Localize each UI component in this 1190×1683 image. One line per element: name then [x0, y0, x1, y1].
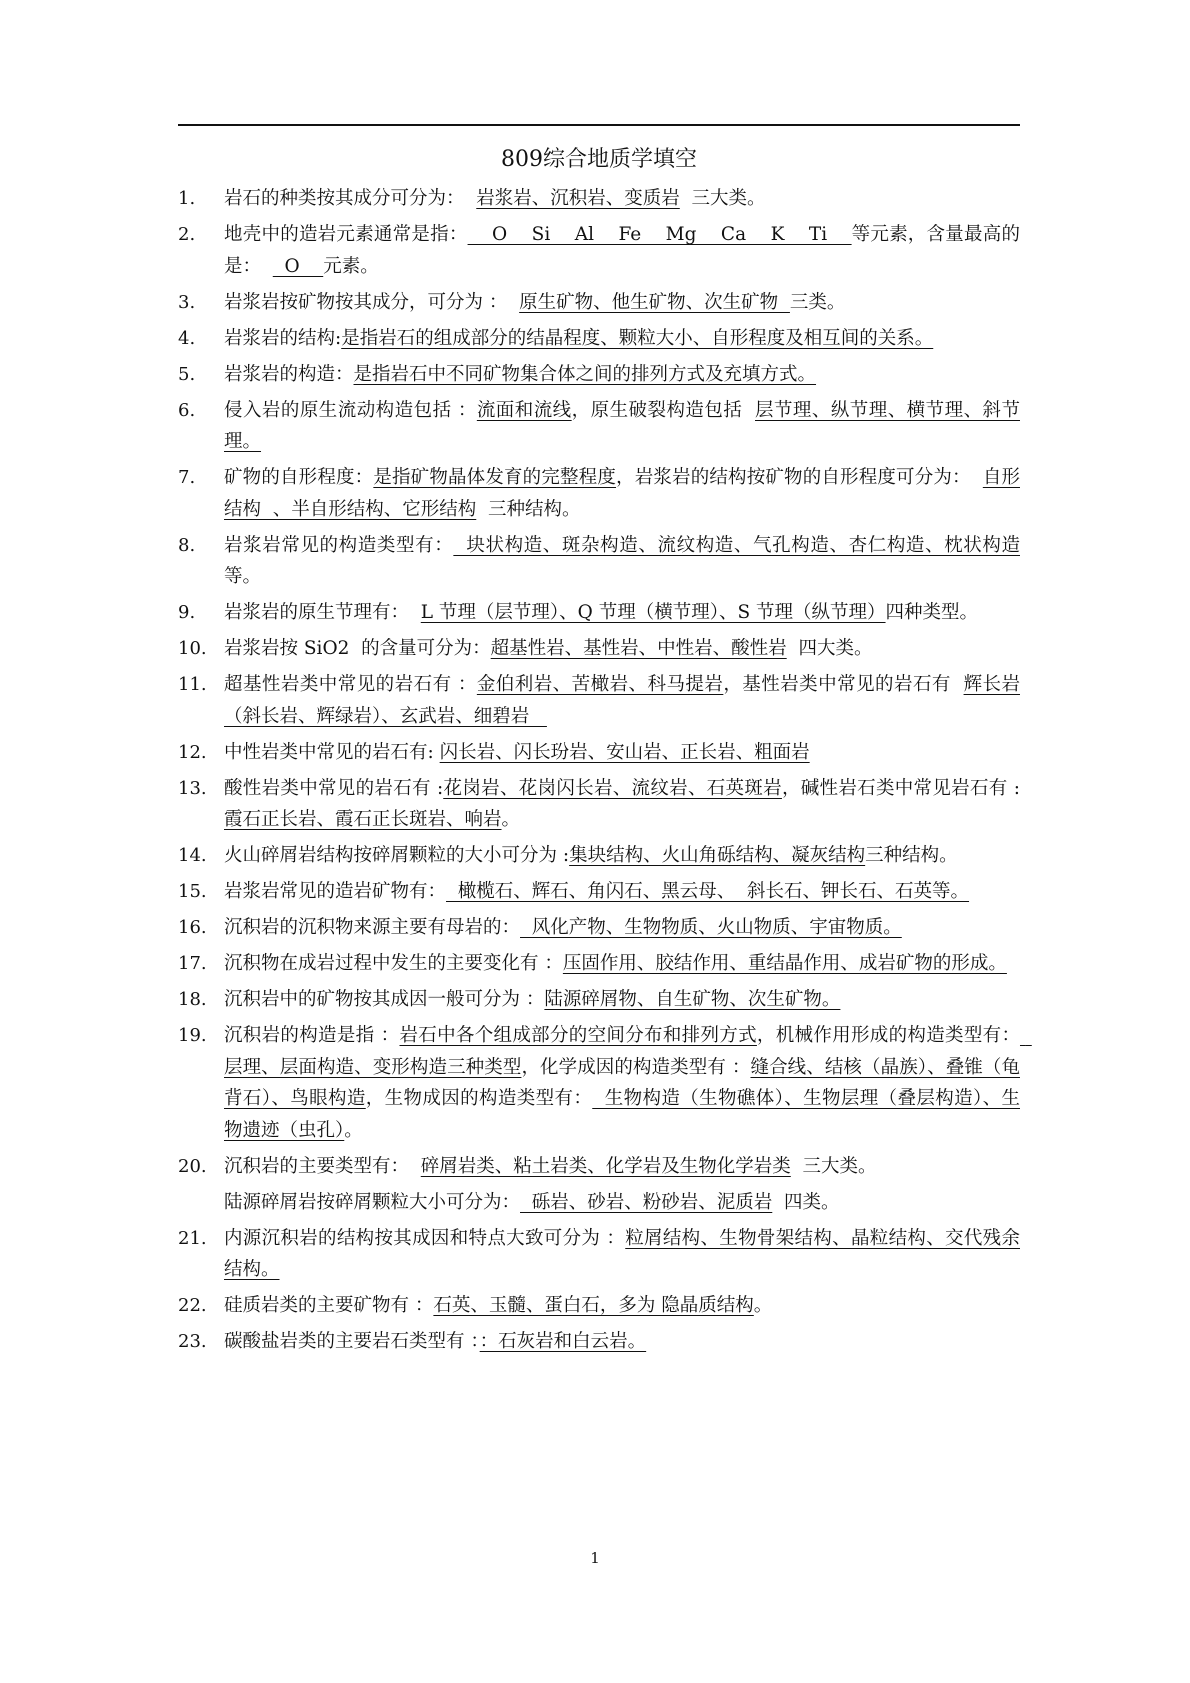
question-text: ，化学成因的构造类型有 ： [521, 1056, 751, 1078]
question-text: 陆源碎屑岩按碎屑颗粒大小可分为： [224, 1191, 521, 1213]
item-number: 6. [178, 399, 196, 421]
item-text [224, 328, 933, 349]
answer-blank: 粒屑结构、生物骨架结构、晶粒结构、交代残余结构。 [224, 1227, 1020, 1280]
question-text: 沉积岩的沉积物来源主要有母岩的： [224, 917, 521, 938]
list-item [178, 183, 1020, 215]
item-text [224, 845, 958, 866]
item-number: 13. [178, 777, 207, 799]
question-text: 三大类。 [790, 1155, 877, 1177]
item-number: 8. [178, 534, 196, 556]
question-text: 。 [753, 1295, 773, 1316]
answer-blank: 岩石中各个组成部分的空间分布和排列方式 [399, 1025, 757, 1046]
answer-blank: 风化产物、生物物质、火山物质、宇宙物质。 [520, 917, 902, 938]
answer-blank: 橄榄石、辉石、角闪石、黑云母、 斜长石、钾长石、石英等。 [446, 881, 970, 902]
answer-blank: 生物构造（生物礁体）、生物层理（叠层构造）、生物遗迹（虫孔） [224, 1088, 1020, 1141]
question-text: 等。 [224, 534, 1032, 587]
answer-blank: 砾岩、砂岩、粉砂岩、泥质岩 [520, 1191, 773, 1213]
question-text: 超基性岩类中常见的岩石有 ： [224, 674, 477, 695]
question-text: 沉积岩中的矿物按其成因一般可分为 ： [224, 989, 545, 1010]
answer-blank: 石英、玉髓、蛋白石，多为 隐晶质结构 [433, 1295, 754, 1316]
list-item [178, 840, 1020, 872]
question-text: 四大类。 [786, 638, 873, 659]
question-text: ，机械作用形成的构造类型有： [756, 1025, 1020, 1046]
question-text: 岩浆岩常见的构造类型有： [224, 534, 454, 556]
answer-blank: 超基性岩、基性岩、中性岩、酸性岩 [490, 638, 787, 659]
list-item [178, 287, 1020, 319]
answer-blank: 原生矿物、他生矿物、次生矿物 [519, 291, 790, 313]
list-item [178, 984, 1020, 1016]
item-text [224, 742, 810, 763]
item-number: 15. [178, 881, 207, 902]
question-text: 火山碎屑岩结构按碎屑颗粒的大小可分为 : [224, 845, 570, 866]
item-number: 23. [178, 1331, 207, 1352]
answer-blank: 是指岩石的组成部分的结晶程度、颗粒大小、自形程度及相互间的关系。 [341, 327, 934, 349]
answer-blank: 是指矿物晶体发育的完整程度 [373, 467, 617, 488]
item-number: 10. [178, 638, 207, 659]
list-item [178, 1326, 1020, 1358]
item-text [224, 535, 1032, 588]
item-text [224, 364, 816, 385]
answer-blank: 层节理、纵节理、横节理、斜节理。 [224, 399, 1020, 452]
list-item [178, 359, 1020, 391]
answer-blank: 集块结构、火山角砾结构、凝灰结构 [569, 845, 866, 866]
question-text: 中性岩类中常见的岩石有: [224, 741, 440, 763]
question-text: 四种类型。 [885, 602, 979, 623]
answer-blank: 流面和流线 [476, 399, 572, 421]
item-text [224, 224, 1020, 277]
item-number: 16. [178, 917, 207, 938]
header-rule [178, 124, 1020, 126]
item-number: 19. [178, 1025, 207, 1046]
item-number: 3. [178, 291, 196, 313]
list-item [178, 219, 1020, 282]
item-text [224, 188, 766, 209]
item-number: 4. [178, 327, 196, 349]
question-text: ，岩浆岩的结构按矿物的自形程度可分为： [616, 467, 983, 488]
question-text: 岩浆岩按矿物按其成分，可分为 ： [224, 291, 520, 313]
list-item [178, 912, 1020, 944]
answer-blank: ：石灰岩和白云岩。 [479, 1331, 647, 1352]
list-item [178, 633, 1020, 665]
question-text: 岩浆岩常见的造岩矿物有： [224, 881, 447, 902]
question-text: 三种结构。 [865, 845, 958, 866]
question-text: ，生物成因的构造类型有： [365, 1088, 593, 1109]
question-list [178, 183, 1032, 1362]
item-text [224, 881, 969, 902]
item-number: 17. [178, 953, 207, 974]
question-text: 三大类。 [679, 188, 766, 209]
answer-blank: 块状构造、斑杂构造、流纹构造、气孔构造、杏仁构造、枕状构造 [453, 534, 1020, 556]
item-number: 18. [178, 989, 207, 1010]
question-text: ，碱性岩石类中常见岩石有 : [781, 777, 1020, 799]
list-item [178, 597, 1020, 629]
list-item [178, 737, 1020, 769]
answer-blank: 辉长岩（斜长岩、辉绿岩）、玄武岩、细碧岩 [224, 674, 1020, 727]
question-text: 沉积岩的主要类型有： [224, 1155, 421, 1177]
question-text: 硅质岩类的主要矿物有 ： [224, 1295, 434, 1316]
list-item [178, 773, 1020, 836]
item-text [224, 674, 1020, 727]
question-text: 岩浆岩的原生节理有： [224, 602, 421, 623]
question-text: 矿物的自形程度： [224, 467, 374, 488]
item-number: 7. [178, 467, 196, 488]
question-text: 沉积物在成岩过程中发生的主要变化有 ： [224, 953, 563, 974]
list-item [178, 1290, 1020, 1322]
answer-blank: 自形结构 、半自形结构、它形结构 [224, 467, 1020, 520]
answer-blank: 花岗岩、花岗闪长岩、流纹岩、石英斑岩 [443, 777, 782, 799]
list-item [178, 530, 1032, 593]
list-item [178, 323, 1020, 355]
question-text: 三种结构。 [476, 498, 581, 520]
question-text: 岩石的种类按其成分可分为： [224, 188, 477, 209]
answer-blank: O Si Al Fe Mg Ca K Ti [467, 224, 852, 245]
answer-blank: 陆源碎屑物、自生矿物、次生矿物。 [544, 989, 841, 1010]
question-text: 侵入岩的原生流动构造包括 ： [224, 399, 477, 421]
item-number: 22. [178, 1295, 207, 1316]
item-number: 12. [178, 741, 207, 763]
item-text [224, 1156, 877, 1177]
list-item [178, 462, 1020, 525]
question-text: 岩浆岩按 SiO2 的含量可分为： [224, 638, 491, 659]
item-text [224, 400, 1020, 453]
answer-blank: 霞石正长岩、霞石正长斑岩、响岩 [224, 809, 502, 830]
list-item [178, 1151, 1020, 1183]
item-text [224, 1331, 646, 1352]
list-item [178, 876, 1020, 908]
item-text [224, 292, 845, 313]
item-number: 21. [178, 1227, 207, 1249]
answer-blank: 是指岩石中不同矿物集合体之间的排列方式及充填方式。 [353, 363, 817, 385]
list-item [178, 1020, 1032, 1146]
answer-blank: 缝合线、结核（晶族）、叠锥（龟背石）、鸟眼构造 [224, 1056, 1020, 1109]
item-number: 11. [178, 674, 207, 695]
item-number: 1. [178, 188, 196, 209]
list-item [178, 948, 1020, 980]
item-text [224, 778, 1020, 831]
item-number: 5. [178, 363, 196, 385]
list-item [178, 669, 1020, 732]
item-number: 20. [178, 1155, 207, 1177]
answer-blank: 压固作用、胶结作用、重结晶作用、成岩矿物的形成。 [562, 953, 1007, 974]
question-text: ，基性岩类中常见的岩石有 [723, 674, 964, 695]
question-text: 内源沉积岩的结构按其成因和特点大致可分为 ： [224, 1227, 626, 1249]
answer-blank: O [272, 255, 324, 277]
item-text [224, 1228, 1020, 1281]
question-text: 沉积岩的构造是指 ： [224, 1025, 400, 1046]
list-item [178, 395, 1020, 458]
question-text: 酸性岩类中常见的岩石有 : [224, 777, 444, 799]
question-text: 岩浆岩的结构: [224, 327, 342, 349]
item-number: 9. [178, 602, 196, 623]
item-text [224, 989, 840, 1010]
item-number: 2. [178, 224, 196, 245]
question-text: ，原生破裂构造包括 [571, 399, 755, 421]
page-number: 1 [590, 1549, 600, 1567]
item-text [224, 1295, 772, 1316]
item-number: 14. [178, 845, 207, 866]
item-text [224, 467, 1020, 520]
question-text: 。 [344, 1119, 363, 1141]
answer-blank: 碎屑岩类、粘土岩类、化学岩及生物化学岩类 [420, 1155, 791, 1177]
question-text: 等元素，含量最高的是： [224, 224, 1020, 277]
question-text: 四类。 [772, 1191, 840, 1213]
answer-blank: 闪长岩、闪长玢岩、安山岩、正长岩、粗面岩 [439, 741, 810, 763]
question-text: 元素。 [323, 255, 379, 277]
answer-blank: 层理、层面构造、变形构造三种类型 [224, 1025, 1032, 1078]
item-text [224, 638, 872, 659]
item-text [224, 1025, 1032, 1141]
answer-blank: 金伯利岩、苦橄岩、科马提岩 [476, 674, 724, 695]
answer-blank: 岩浆岩、沉积岩、变质岩 [476, 188, 680, 209]
item-text [224, 602, 978, 623]
item-text [224, 917, 902, 938]
list-item [178, 1223, 1020, 1286]
item-text [224, 1192, 840, 1213]
answer-blank: L 节理（层节理）、Q 节理（横节理）、S 节理（纵节理） [420, 602, 886, 623]
page-title: 809综合地质学填空 [501, 147, 697, 172]
question-text: 。 [501, 809, 521, 830]
list-item [178, 1187, 1020, 1219]
item-text [224, 953, 1007, 974]
question-text: 三类。 [789, 291, 846, 313]
question-text: 地壳中的造岩元素通常是指： [224, 224, 468, 245]
question-text: 碳酸盐岩类的主要岩石类型有 ： [224, 1331, 480, 1352]
question-text: 岩浆岩的构造： [224, 363, 354, 385]
